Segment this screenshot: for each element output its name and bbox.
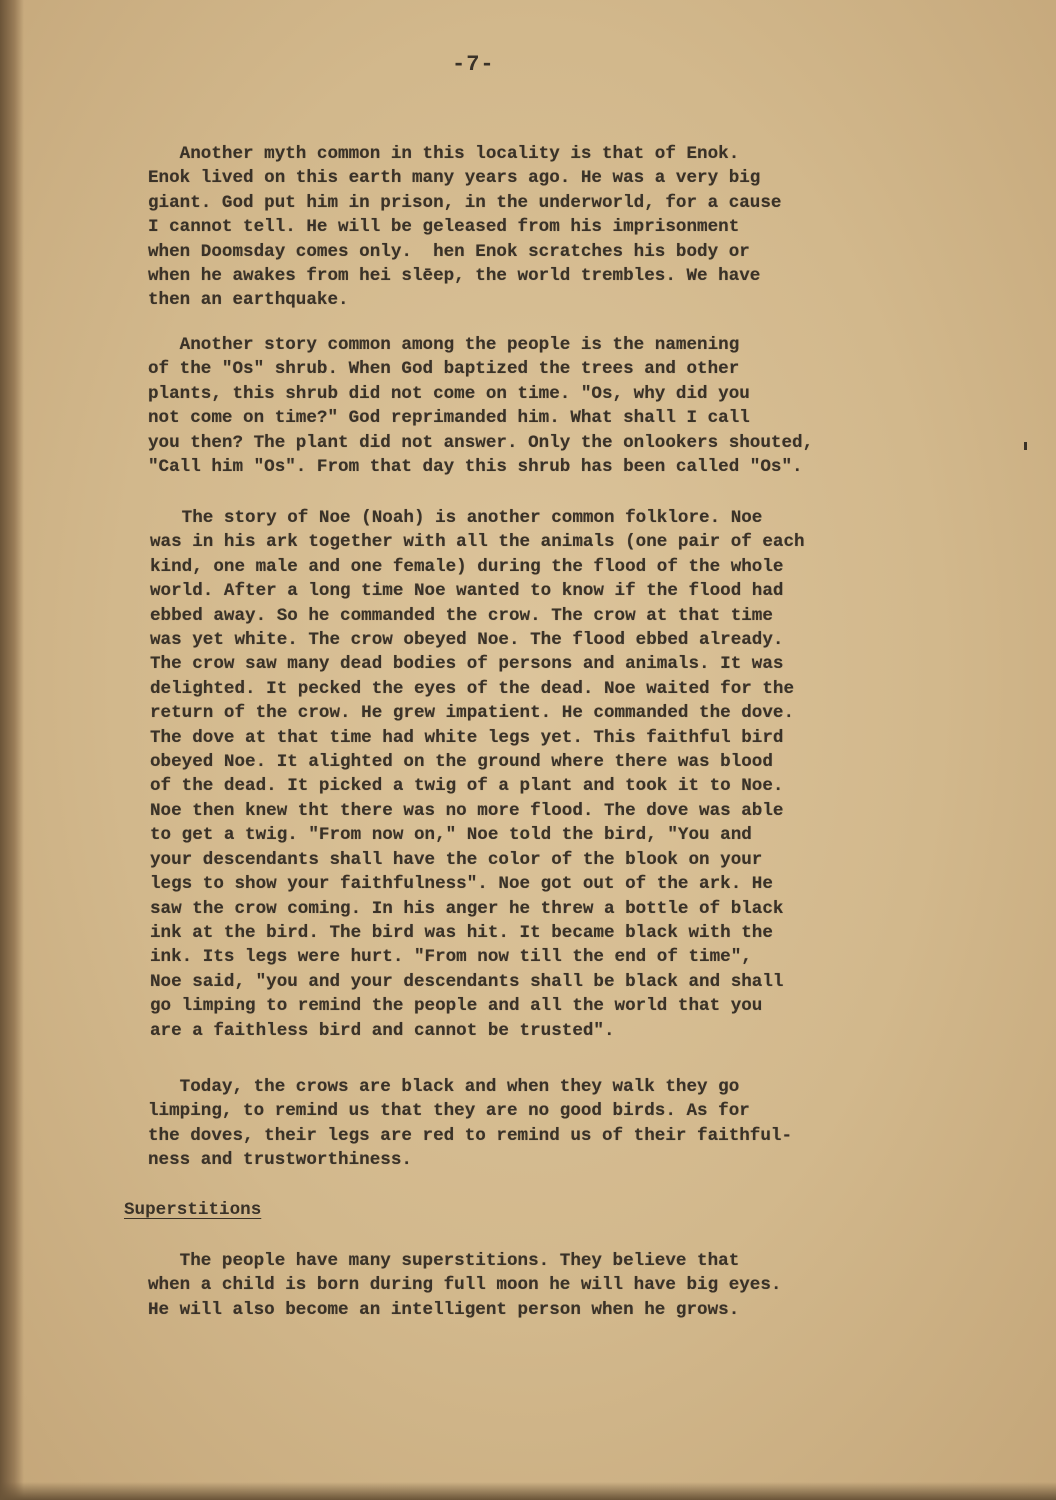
paragraph-os-shrub: Another story common among the people is the namening of the "Os" shrub. When God baptized the trees and other plants, this shrub did not come on time. "Os, why did you not come on time?" God reprimanded him. What shall I call you then? The plant did not answer. Only the onlookers shouted, "Call him "Os". From that day this shrub has been called "Os". bbox=[148, 335, 814, 478]
paragraph-crows-doves: Today, the crows are black and when they walk they go limping, to remind us that they are no good birds. As for the doves, their legs are red to remind us of their faithful- ness and trustworthiness. bbox=[148, 1077, 793, 1171]
page-bottom-edge bbox=[0, 1482, 1056, 1500]
section-heading-superstitions: Superstitions bbox=[124, 1200, 262, 1220]
margin-mark bbox=[1024, 442, 1027, 450]
paragraph-superstitions: The people have many superstitions. They believe that when a child is born during full moon he will have big eyes. He will also become an intelligent person when he grows. bbox=[148, 1251, 782, 1320]
paragraph-noe-story: The story of Noe (Noah) is another common folklore. Noe was in his ark together with all the animals (one pair of each kind, one male and one female) during the flood of the whole world. After a long time Noe wanted to know if the flood had ebbed away. So he commanded the crow. The crow at that time was yet white. The crow obeyed Noe. The flood ebbed already. The crow saw many dead bodies of persons and animals. It was delighted. It pecked the eyes of the dead. Noe waited for the return of the crow. He grew impatient. He commanded the dove. The dove at that time had white legs yet. This faithful bird obeyed Noe. It alighted on the ground where there was blood of the dead. It picked a twig of a plant and took it to Noe. Noe then knew tht there was no more flood. The dove was able to get a twig. "From now on," Noe told the bird, "You and your descendants shall have the color of the blook on your legs to show your faithfulness". Noe got out of the ark. He saw the crow coming. In his anger he threw a bottle of black ink at the bird. The bird was hit. It became black with the ink. Its legs were hurt. "From now till the end of time", Noe said, "you and your descendants shall be black and shall go limping to remind the people and all the world that you are a faithless bird and cannot be trusted". bbox=[150, 508, 805, 1041]
page-number: -7- bbox=[452, 52, 495, 77]
page-binding-edge bbox=[0, 0, 24, 1500]
paragraph-enok-myth: Another myth common in this locality is that of Enok. Enok lived on this earth many years ago. He was a very big giant. God put him in prison, in the underworld, for a cause I cannot tell. He will be geleased from his imprisonment when Doomsday comes only. hen Enok scratches his body or when he awakes from hei slēep, the world trembles. We have then an earthquake. bbox=[148, 144, 782, 311]
